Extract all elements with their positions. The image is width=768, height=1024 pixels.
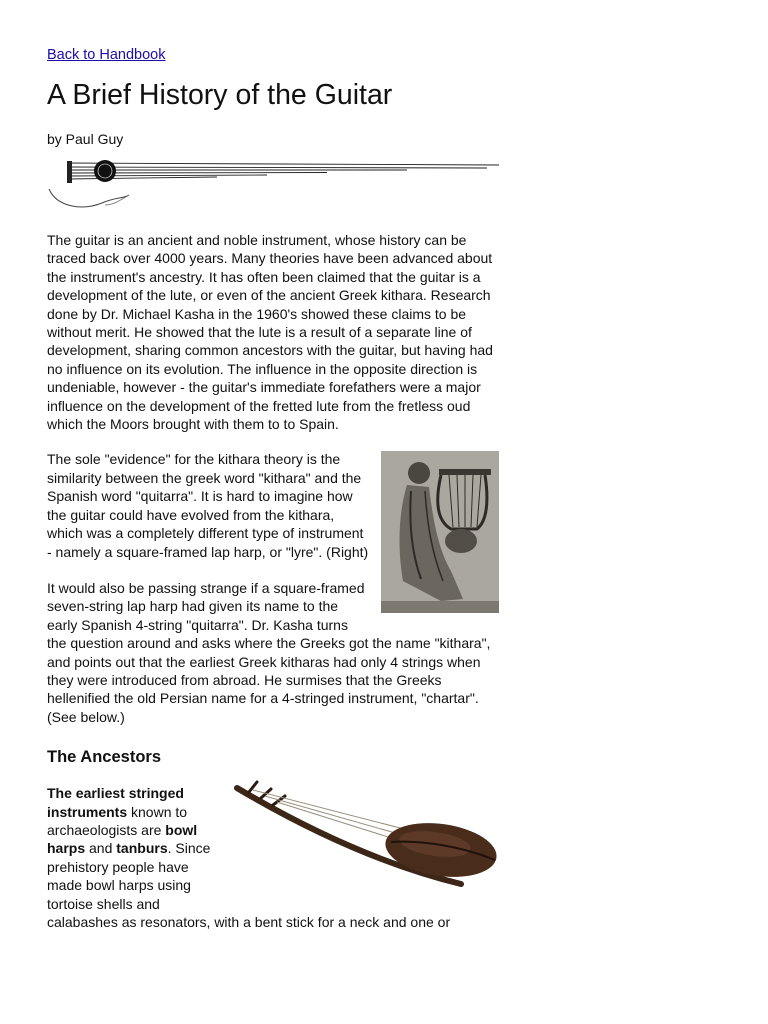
kithara-paragraph: The sole "evidence" for the kithara theory is the similarity between the greek word "kithara" and the Spanish word "quitarra". It is hard to imagine how the guitar could have evolved from the kithara, which was a completely different type of instrument - namely a square-framed lap harp, or "lyre". (Right): [47, 451, 369, 560]
bowl-harp-image: [231, 780, 503, 895]
intro-paragraph: The guitar is an ancient and noble instrument, whose history can be traced back over 4000 years. Many theories have been advanced about the instrument's ancestry. It has often been claimed that the guitar is a development of the lute, or even of the ancient Greek kithara. Research done by Dr. Michael Kasha in the 1960's showed these claims to be without merit. He showed that the lute is a result of a separate line of development, sharing common ancestors with the guitar, but having had no influence on its evolution. The influence in the opposite direction is undeniable, however - the guitar's immediate forefathers were a major influence on the development of the fretted lute from the fretless oud which the Moors brought with them to to Spain.: [47, 232, 493, 433]
chartar-paragraph: It would also be passing strange if a square-framed seven-string lap harp had given its name to the early Spanish 4-string "quitarra". Dr. Kasha turns the question around and asks where the Greeks got the name "kithara", and points out that the earliest Greek kitharas had only 4 strings when they were introduced from abroad. He surmises that the Greeks hellenified the old Persian name for a 4-stringed instrument, "chartar". (See below.): [47, 579, 491, 725]
page-title: A Brief History of the Guitar: [47, 79, 393, 111]
lyre-relief-image: [381, 451, 499, 613]
kithara-section: [47, 450, 499, 560]
text-span: and: [85, 840, 117, 857]
bold-bowl-harps: bowl harps: [47, 821, 198, 857]
section-heading-ancestors: The Ancestors: [47, 748, 162, 767]
byline: by Paul Guy: [47, 131, 124, 147]
guitar-divider-graphic: [47, 159, 499, 214]
article: [47, 0, 499, 931]
bold-earliest-instruments: The earliest stringed instruments: [47, 785, 184, 820]
bold-tanburs: tanburs: [116, 840, 168, 857]
text-span: . Since prehistory people have made bowl harps using tortoise shells and calabashes as resonators, with a bent stick for a neck and one or: [47, 840, 451, 930]
text-span: known to archaeologists are: [47, 803, 188, 838]
ancestors-section: [47, 784, 499, 931]
back-to-handbook-link[interactable]: Back to Handbook: [47, 47, 166, 63]
